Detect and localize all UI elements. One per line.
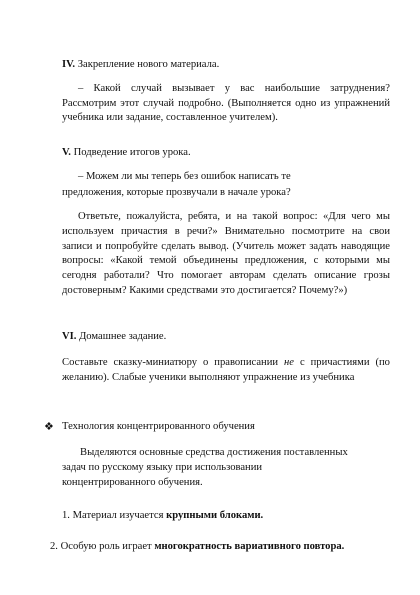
- technology-title: Технология концентрированного обучения: [62, 421, 255, 432]
- section-v-number: V.: [62, 147, 71, 158]
- item-1-text: 1. Материал изучается: [62, 510, 167, 521]
- section-vi-title: Домашнее задание.: [79, 331, 167, 342]
- section-v-question-line1: – Можем ли мы теперь без ошибок написать те: [78, 171, 291, 182]
- homework-text-end: с причастиями (по желанию). Слабые ученики выполняют упражнение из учебника: [62, 357, 390, 383]
- section-vi-paragraph: [62, 356, 390, 385]
- section-v-heading: [62, 146, 191, 160]
- item-2-text: 2. Особую роль играет: [50, 541, 155, 552]
- section-iv-number: IV.: [62, 59, 76, 70]
- section-v-paragraph: Ответьте, пожалуйста, ребята, и на такой вопрос: «Для чего мы используем причастия в речи?» Внимательно посмотрите на свои записи и попробуйте сделать вывод. (Учитель может задать наводящие вопросы: «Какой темой объединены предложения, с которыми мы сегодня работали? Что помогает авторам сделать описание грозы достоверным? Какими средствами это достигается? Почему?»): [62, 211, 390, 296]
- homework-text-start: Составьте сказку-миниатюру о правописании: [62, 357, 285, 368]
- technology-paragraph-line3: концентрированного обучения.: [62, 477, 203, 488]
- section-vi-heading: [62, 330, 166, 344]
- numbered-item-2: [50, 540, 344, 554]
- section-iv-title: Закрепление нового материала.: [77, 59, 220, 70]
- item-1-bold: крупными блоками.: [166, 510, 264, 521]
- section-v-title: Подведение итогов урока.: [73, 147, 191, 158]
- section-vi-number: VI.: [62, 331, 77, 342]
- section-iv-paragraph: – Какой случай вызывает у вас наибольшие затруднения? Рассмотрим этот случай подробно. (Выполняется одно из упражнений учебника или задание, составленное учителем).: [62, 83, 390, 124]
- item-2-bold: многократность вариативного повтора.: [154, 541, 345, 552]
- section-iv-heading: [62, 58, 219, 72]
- diamond-bullet-icon: ❖: [44, 421, 54, 433]
- section-v-question-line2: предложения, которые прозвучали в начале урока?: [62, 187, 291, 198]
- numbered-item-1: [62, 509, 263, 523]
- technology-paragraph-line2: задач по русскому языку при использовании: [62, 462, 263, 473]
- homework-particle: не: [284, 357, 294, 368]
- technology-paragraph-line1: Выделяются основные средства достижения поставленных: [80, 447, 348, 458]
